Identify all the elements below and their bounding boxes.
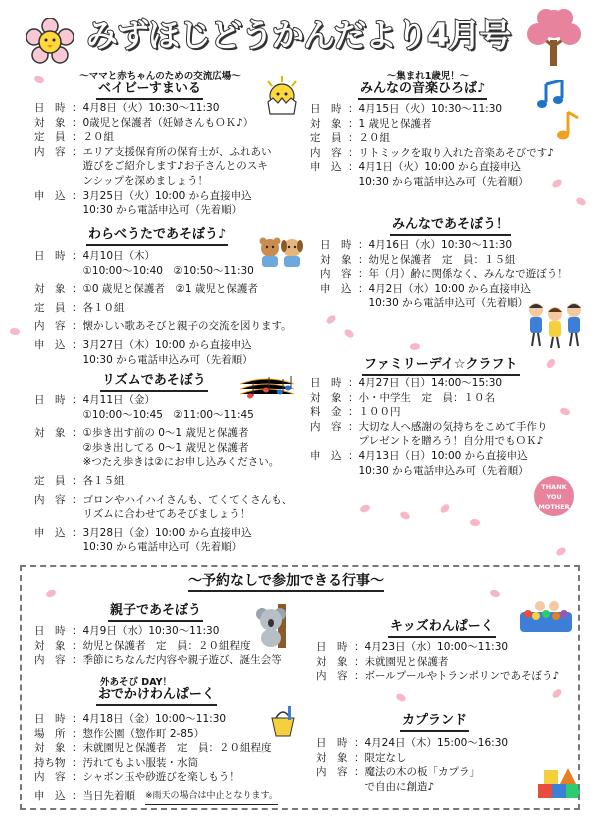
- detail-row: [34, 159, 272, 174]
- newsletter-title: みずほじどうかんだより4月号: [86, 16, 511, 54]
- detail-row: 内 容 ： リトミックを取り入れた音楽あそびです♪: [310, 146, 554, 159]
- petal-decoration: [469, 518, 481, 528]
- detail-value: 10:30 から電話申込可（先着順）: [368, 297, 529, 310]
- detail-row: 日 時 ： 4月10日（木）: [34, 250, 156, 262]
- detail-value: 各１０組: [82, 301, 125, 314]
- detail-row: 内 容 ： 大切な人へ感謝の気持ちをこめて手作り: [310, 420, 548, 433]
- rain-cancel-note: ※雨天の場合は中止となります。: [145, 789, 278, 805]
- detail-value: 3月25日（火）10:00 から直接申込: [82, 189, 252, 202]
- detail-label: [310, 434, 348, 449]
- detail-row: [310, 175, 554, 190]
- detail-value: 遊びをご紹介します♪お子さんとのスキ: [82, 160, 268, 173]
- detail-label: 日 時: [34, 102, 66, 114]
- detail-value: 幼児と保護者 定 員：１５組: [368, 253, 516, 266]
- detail-row: 対 象 ： 1 歳児と保護者: [310, 117, 432, 130]
- detail-value: 10:30 から電話申込可（先着順）: [82, 204, 243, 217]
- oyako-details: [34, 624, 282, 668]
- detail-label: 申 込: [34, 526, 66, 539]
- family-heading: ファミリーデイ☆クラフト: [362, 356, 520, 376]
- detail-row: 持ち物 ： 汚れてもよい服装・水筒: [34, 756, 198, 769]
- detail-label: 定 員: [34, 474, 66, 487]
- detail-value: 10:30 から電話申込み可（先着順）: [358, 464, 529, 477]
- detail-label: 内 容: [316, 766, 348, 779]
- detail-row: 定 員 ： ２０組: [310, 132, 390, 145]
- detail-row: 内 容 ： エリア支援保育所の保育士が、ふれあい: [34, 145, 272, 158]
- detail-row: 申 込 ： 4月13日（日）10:00 から直接申込: [310, 449, 528, 462]
- detail-value: 限定なし: [364, 751, 407, 764]
- detail-row: 定 員 ： ２０組: [34, 131, 114, 144]
- detail-value: 未就園児と保護者 定 員：２０組程度: [82, 742, 272, 755]
- warabe-details: [34, 249, 292, 367]
- detail-label: 内 容: [34, 320, 66, 333]
- detail-value: エリア支援保育所の保育士が、ふれあい: [82, 145, 272, 158]
- minna-heading: みんなであそぼう！: [390, 216, 511, 236]
- detail-label: 内 容: [320, 268, 352, 281]
- detail-label: 日 時: [310, 103, 342, 115]
- detail-label: [34, 507, 72, 522]
- detail-row: 日 時 ： 4月24日（木）15:00～16:30: [316, 737, 509, 749]
- detail-value: 魔法の木の板「カプラ」: [364, 766, 480, 779]
- detail-row: 申 込 ： 4月1日（火）10:00 から直接申込: [310, 161, 521, 174]
- detail-row: 定 員 ： 各１５組: [34, 474, 125, 487]
- baby-details: [34, 101, 272, 218]
- minna-details: [320, 238, 568, 311]
- detail-label: 申 込: [310, 449, 342, 462]
- detail-label: 対 象: [316, 655, 348, 668]
- detail-value: 4月13日（日）10:00 から直接申込: [358, 449, 528, 462]
- detail-label: 日 時: [34, 713, 66, 725]
- detail-label: 申 込: [34, 189, 66, 202]
- detail-row: [34, 353, 292, 368]
- detail-row: [34, 455, 292, 470]
- detail-label: 対 象: [34, 742, 66, 755]
- detail-row: 日 時 ： 4月18日（金）10:00～11:30: [34, 713, 227, 725]
- detail-label: [34, 159, 72, 174]
- detail-label: 申 込: [34, 338, 66, 351]
- petal-decoration: [325, 314, 337, 325]
- baby-heading: ベイビーすまいる: [96, 80, 203, 100]
- detail-value: 小・中学生 定 員：１０名: [358, 391, 495, 404]
- petal-decoration: [409, 342, 420, 351]
- detail-label: 日 時: [34, 394, 66, 406]
- detail-value: 10:30 から電話申込み可（先着順）: [82, 353, 253, 366]
- detail-value: ゴロンやハイハイさんも、てくてくさんも、: [82, 493, 293, 506]
- detail-value: リトミックを取り入れた音楽あそびです♪: [358, 146, 554, 159]
- detail-value: ボールプールやトランポリンであそぼう♪: [364, 670, 560, 683]
- detail-label: 日 時: [316, 737, 348, 749]
- detail-row: [316, 780, 508, 795]
- detail-row: 日 時 ： 4月23日（水）10:00～11:30: [316, 641, 509, 653]
- petal-decoration: [9, 327, 21, 337]
- detail-label: [34, 264, 72, 279]
- kids-details: [316, 640, 559, 684]
- detail-label: 定 員: [34, 131, 66, 144]
- detail-value: ※つたえ歩きは②にお申し込みください。: [82, 456, 280, 469]
- detail-label: [34, 408, 72, 423]
- detail-value: ①10:00～10:40 ②10:50～11:30: [82, 264, 254, 277]
- petal-decoration: [555, 547, 567, 557]
- detail-row: [34, 441, 292, 456]
- detail-row: 対 象 ： ①歩き出す前の 0～1 歳児と保護者: [34, 427, 249, 440]
- detail-label: 申 込: [34, 789, 66, 802]
- detail-label: 内 容: [310, 420, 342, 433]
- detail-value: 大切な人へ感謝の気持ちをこめて手作り: [358, 420, 548, 433]
- detail-row: 料 金 ： １００円: [310, 406, 401, 419]
- detail-value: ２０組: [358, 132, 390, 145]
- detail-row: 申 込 ： 3月25日（火）10:00 から直接申込: [34, 189, 252, 202]
- detail-value: シャボン玉や砂遊びを楽しもう！: [82, 771, 240, 784]
- music-subtitle: ～集まれ1歳児！～: [386, 71, 470, 82]
- cherry-tree-icon: [524, 6, 584, 68]
- odekake-details: [34, 712, 278, 805]
- detail-value: 汚れてもよい服装・水筒: [82, 756, 198, 769]
- detail-value: 0歳児と保護者（妊婦さんもＯＫ♪）: [82, 116, 254, 129]
- detail-row: 対 象 ： 幼児と保護者 定 員：１５組: [320, 253, 516, 266]
- detail-row: 対 象 ： 0歳児と保護者（妊婦さんもＯＫ♪）: [34, 116, 254, 129]
- detail-value: プレゼントを贈ろう！自分用でもＯＫ♪: [358, 435, 544, 448]
- detail-label: 定 員: [34, 301, 66, 314]
- detail-value: で自由に創造♪: [364, 780, 435, 793]
- detail-row: 日 時 ： 4月11日（金）: [34, 394, 156, 406]
- detail-label: 持ち物: [34, 756, 66, 769]
- detail-value: 各１５組: [82, 474, 125, 487]
- detail-value: 4月8日（火）10:30～11:30: [82, 102, 220, 114]
- music-heading: みんなの音楽ひろば♪: [358, 80, 487, 100]
- detail-label: 申 込: [320, 282, 352, 295]
- detail-value: ②歩き出してる 0～1 歳児と保護者: [82, 441, 249, 454]
- detail-row: [34, 264, 292, 279]
- detail-row: 対 象 ： 未就園児と保護者: [316, 655, 449, 668]
- detail-value: ①0 歳児と保護者 ②1 歳児と保護者: [82, 283, 258, 296]
- detail-value: ①10:00～10:45 ②11:00～11:45: [82, 408, 254, 421]
- detail-label: 対 象: [34, 283, 66, 296]
- detail-label: [310, 464, 348, 479]
- detail-label: [34, 174, 72, 189]
- detail-row: 内 容 ： ゴロンやハイハイさんも、てくてくさんも、: [34, 493, 293, 506]
- detail-label: [310, 175, 348, 190]
- detail-value: 懐かしい歌あそびと親子の交流を図ります。: [82, 320, 292, 333]
- petal-decoration: [359, 504, 370, 513]
- thank-you-mother-badge: THANK YOU MOTHER: [534, 476, 574, 516]
- petal-decoration: [399, 510, 411, 522]
- kapla-details: [316, 736, 508, 794]
- detail-label: 対 象: [34, 116, 66, 129]
- detail-row: 日 時 ： 4月8日（火）10:30～11:30: [34, 102, 220, 114]
- detail-row: 日 時 ： 4月27日（日）14:00～15:30: [310, 377, 503, 389]
- detail-value: 4月27日（日）14:00～15:30: [358, 377, 503, 389]
- detail-label: 内 容: [316, 670, 348, 683]
- detail-value: 4月1日（火）10:00 から直接申込: [358, 161, 521, 174]
- detail-row: [310, 464, 548, 479]
- detail-label: [34, 441, 72, 456]
- detail-row: 定 員 ： 各１０組: [34, 301, 125, 314]
- detail-value: 4月23日（水）10:00～11:30: [364, 641, 509, 653]
- detail-value: 3月28日（金）10:00 から直接申込: [82, 526, 252, 539]
- detail-value: ①歩き出す前の 0～1 歳児と保護者: [82, 427, 249, 440]
- detail-label: 申 込: [310, 161, 342, 174]
- detail-row: 内 容 ： 季節にちなんだ内容や親子遊び、誕生会等: [34, 654, 282, 667]
- detail-row: 内 容 ： 懐かしい歌あそびと親子の交流を図ります。: [34, 320, 292, 333]
- detail-label: [34, 540, 72, 555]
- detail-row: [34, 540, 292, 555]
- detail-row: 対 象 ： 幼児と保護者 定 員：２０組程度: [34, 639, 251, 652]
- detail-label: 日 時: [320, 239, 352, 251]
- detail-value: リズムに合わせてあそびましょう！: [82, 508, 251, 521]
- detail-value: 4月11日（金）: [82, 394, 156, 406]
- detail-value: 1 歳児と保護者: [358, 117, 432, 130]
- petal-decoration: [33, 74, 45, 85]
- rhythm-heading: リズムであそぼう: [100, 372, 208, 392]
- detail-label: 対 象: [316, 751, 348, 764]
- baby-subtitle: ～ママと赤ちゃんのための交流広場～: [79, 71, 241, 82]
- detail-value: 季節にちなんだ内容や親子遊び、誕生会等: [82, 654, 282, 667]
- odekake-heading: おでかけわんぱーく: [96, 686, 217, 706]
- detail-label: 内 容: [34, 771, 66, 784]
- detail-value: 4月9日（水）10:30～11:30: [82, 625, 220, 637]
- petal-decoration: [545, 358, 557, 370]
- outdoor-day-tag: 外あそび DAY！: [100, 677, 173, 688]
- detail-row: [34, 507, 292, 522]
- detail-row: 日 時 ： 4月16日（水）10:30～11:30: [320, 239, 513, 251]
- detail-label: 日 時: [34, 625, 66, 637]
- detail-row: 対 象 ： ①0 歳児と保護者 ②1 歳児と保護者: [34, 283, 258, 296]
- detail-label: 対 象: [310, 117, 342, 130]
- detail-row: 申 込 ： 3月27日（木）10:00 から直接申込: [34, 338, 252, 351]
- detail-value: 幼児と保護者 定 員：２０組程度: [82, 639, 251, 652]
- detail-value: 4月18日（金）10:00～11:30: [82, 713, 227, 725]
- detail-row: 対 象 ： 小・中学生 定 員：１０名: [310, 391, 495, 404]
- detail-row: 内 容 ： 魔法の木の板「カプラ」: [316, 766, 480, 779]
- detail-row: 申 込 ： 4月2日（水）10:00 から直接申込: [320, 282, 531, 295]
- detail-label: [34, 203, 72, 218]
- detail-label: 場 所: [34, 727, 66, 740]
- detail-label: 対 象: [310, 391, 342, 404]
- detail-label: 日 時: [316, 641, 348, 653]
- detail-label: 日 時: [34, 250, 66, 262]
- detail-row: 内 容 ： ボールプールやトランポリンであそぼう♪: [316, 670, 560, 683]
- chick-flower-icon: [26, 18, 74, 64]
- detail-value: 年（月）齢に関係なく、みんなで遊ぼう！: [368, 268, 568, 281]
- detail-value: 4月15日（火）10:30～11:30: [358, 103, 503, 115]
- walkin-title: ～予約なしで参加できる行事～: [188, 572, 384, 592]
- petal-decoration: [559, 406, 571, 417]
- detail-value: 4月2日（水）10:00 から直接申込: [368, 282, 531, 295]
- detail-label: [320, 296, 358, 311]
- detail-value: 3月27日（木）10:00 から直接申込: [82, 338, 252, 351]
- detail-value: 4月10日（木）: [82, 250, 156, 262]
- music-details: [310, 102, 554, 190]
- family-details: [310, 376, 548, 478]
- petal-decoration: [343, 327, 355, 339]
- detail-row: 内 容 ： 年（月）齢に関係なく、みんなで遊ぼう！: [320, 268, 568, 281]
- detail-label: [34, 455, 72, 470]
- detail-row: [310, 434, 548, 449]
- detail-value: ンシップを深めましょう！: [82, 174, 209, 187]
- detail-row: 対 象 ： 未就園児と保護者 定 員：２０組程度: [34, 742, 272, 755]
- detail-row: 申 込 ： 当日先着順 ※雨天の場合は中止となります。: [34, 789, 278, 805]
- detail-label: 内 容: [34, 654, 66, 667]
- oyako-heading: 親子であそぼう: [108, 602, 203, 622]
- detail-row: 日 時 ： 4月15日（火）10:30～11:30: [310, 103, 503, 115]
- detail-row: 内 容 ： シャボン玉や砂遊びを楽しもう！: [34, 771, 240, 784]
- detail-row: 日 時 ： 4月9日（水）10:30～11:30: [34, 625, 220, 637]
- detail-label: 対 象: [320, 253, 352, 266]
- detail-value: 10:30 から電話申込み可（先着順）: [358, 175, 529, 188]
- detail-row: [34, 408, 292, 423]
- detail-value: 惣作公園（惣作町 2-85）: [82, 727, 205, 740]
- detail-value: 10:30 から電話申込可（先着順）: [82, 541, 243, 554]
- detail-label: 料 金: [310, 406, 342, 419]
- detail-value: 4月16日（水）10:30～11:30: [368, 239, 513, 251]
- detail-value: 未就園児と保護者: [364, 655, 449, 668]
- petal-decoration: [439, 503, 451, 514]
- petal-decoration: [575, 196, 587, 208]
- detail-label: 内 容: [310, 146, 342, 159]
- detail-row: 場 所 ： 惣作公園（惣作町 2-85）: [34, 727, 205, 740]
- detail-value: 当日先着順: [82, 789, 135, 802]
- kapla-heading: カプランド: [400, 712, 469, 732]
- detail-label: [34, 353, 72, 368]
- detail-label: 対 象: [34, 427, 66, 440]
- detail-row: 申 込 ： 3月28日（金）10:00 から直接申込: [34, 526, 252, 539]
- warabe-heading: わらべうたであそぼう♪: [86, 226, 228, 246]
- kids-heading: キッズわんぱーく: [388, 618, 496, 638]
- detail-label: 定 員: [310, 132, 342, 145]
- detail-value: ２０組: [82, 131, 114, 144]
- detail-row: 対 象 ： 限定なし: [316, 751, 407, 764]
- detail-label: [316, 780, 354, 795]
- detail-label: 対 象: [34, 639, 66, 652]
- detail-label: 内 容: [34, 493, 66, 506]
- detail-value: １００円: [358, 406, 401, 419]
- detail-row: [34, 174, 272, 189]
- detail-label: 内 容: [34, 145, 66, 158]
- detail-value: 4月24日（木）15:00～16:30: [364, 737, 509, 749]
- detail-row: [320, 296, 568, 311]
- detail-label: 日 時: [310, 377, 342, 389]
- rhythm-details: [34, 393, 292, 555]
- detail-row: [34, 203, 272, 218]
